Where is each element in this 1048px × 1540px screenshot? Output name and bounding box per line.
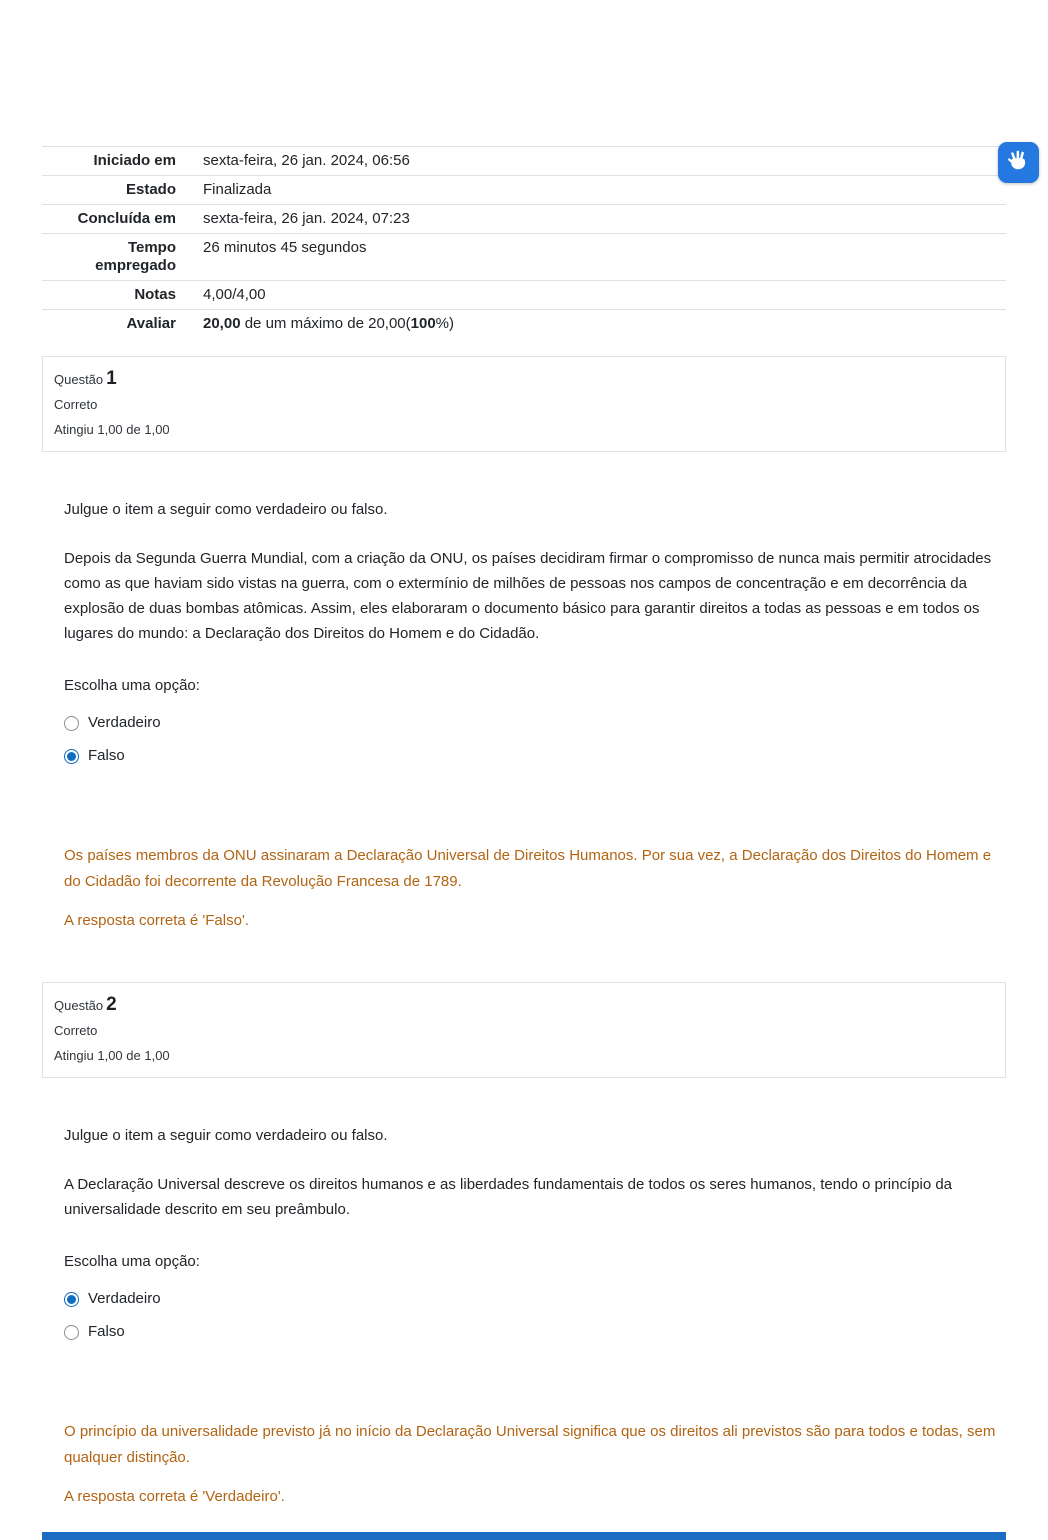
summary-value: 4,00/4,00 [190, 281, 1006, 310]
question-feedback [64, 1419, 1006, 1510]
summary-row-marks [42, 281, 1006, 310]
summary-row-time-taken [42, 234, 1006, 281]
summary-value: Finalizada [190, 176, 1006, 205]
general-feedback-text: O princípio da universalidade previsto já no início da Declaração Universal significa que os direitos ali previstos são para todos e todas, sem qualquer distinção. [64, 1423, 996, 1466]
option-falso[interactable] [64, 741, 1006, 771]
question-prompt: Julgue o item a seguir como verdadeiro ou falso. [64, 1127, 388, 1144]
choose-option-label: Escolha uma opção: [64, 677, 200, 694]
question-feedback [64, 843, 1006, 934]
question-number-value: 1 [106, 368, 117, 389]
summary-label: Estado [42, 176, 190, 205]
option-verdadeiro[interactable] [64, 1284, 1006, 1314]
summary-row-grade [42, 310, 1006, 339]
question-number-value: 2 [106, 994, 117, 1015]
summary-row-completed [42, 205, 1006, 234]
option-label: Verdadeiro [88, 1290, 161, 1307]
radio-verdadeiro[interactable] [64, 716, 79, 731]
question-body-text: Depois da Segunda Guerra Mundial, com a criação da ONU, os países decidiram firmar o compromisso de nunca mais permitir atrocidades como as que haviam sido vistas na guerra, com o extermínio de milhões de pessoas nos campos de concentração e em decorrência da explosão de duas bombas atômicas. Assim, eles elaboraram o documento básico para garantir direitos a todas as pessoas e em todos os lugares do mundo: a Declaração dos Direitos do Homem e do Cidadão. [64, 550, 992, 642]
answer-block [64, 674, 1006, 771]
summary-label: Iniciado em [42, 147, 190, 176]
general-feedback-text: Os países membros da ONU assinaram a Declaração Universal de Direitos Humanos. Por sua vez, a Declaração dos Direitos do Homem e do Cidadão foi decorrente da Revolução Francesa de 1789. [64, 847, 992, 890]
radio-falso[interactable] [64, 1325, 79, 1340]
summary-row-state [42, 176, 1006, 205]
question-prompt: Julgue o item a seguir como verdadeiro ou falso. [64, 501, 388, 518]
question-grade-text: Atingiu 1,00 de 1,00 [54, 422, 170, 437]
summary-label: Avaliar [42, 310, 190, 339]
question-number [54, 368, 991, 391]
option-verdadeiro[interactable] [64, 708, 1006, 738]
summary-row-started [42, 147, 1006, 176]
question-1 [42, 356, 1006, 934]
question-number [54, 994, 991, 1017]
question-2 [42, 982, 1006, 1510]
radio-verdadeiro[interactable] [64, 1292, 79, 1307]
question-word: Questão [54, 372, 104, 387]
summary-value [190, 310, 1006, 339]
question-state-badge: Correto [54, 397, 98, 412]
question-word: Questão [54, 998, 104, 1013]
summary-value: sexta-feira, 26 jan. 2024, 07:23 [190, 205, 1006, 234]
footer-bar [42, 1532, 1006, 1540]
question-1-content [42, 452, 1006, 934]
grade-percent: 100 [410, 315, 436, 332]
answer-block [64, 1250, 1006, 1347]
question-grade-text: Atingiu 1,00 de 1,00 [54, 1048, 170, 1063]
question-2-info-box [42, 982, 1006, 1078]
correct-answer-text: A resposta correta é 'Verdadeiro'. [64, 1488, 285, 1505]
question-body-text: A Declaração Universal descreve os direitos humanos e as liberdades fundamentais de todos os seres humanos, tendo o princípio da universalidade descrito em seu preâmbulo. [64, 1176, 953, 1218]
handtalk-accessibility-button[interactable] [998, 142, 1039, 183]
attempt-summary-table [42, 146, 1006, 338]
choose-option-label: Escolha uma opção: [64, 1253, 200, 1270]
summary-label: Tempo empregado [42, 234, 190, 281]
sign-language-hands-icon [1006, 148, 1032, 177]
option-falso[interactable] [64, 1317, 1006, 1347]
summary-label: Notas [42, 281, 190, 310]
question-1-info-box [42, 356, 1006, 452]
question-2-content [42, 1078, 1006, 1510]
summary-value: 26 minutos 45 segundos [190, 234, 1006, 281]
radio-falso[interactable] [64, 749, 79, 764]
grade-text: de um máximo de 20,00( [240, 315, 411, 332]
grade-suffix: %) [435, 315, 455, 332]
correct-answer-text: A resposta correta é 'Falso'. [64, 912, 249, 929]
option-label: Falso [88, 1323, 125, 1340]
summary-label: Concluída em [42, 205, 190, 234]
option-label: Verdadeiro [88, 714, 161, 731]
grade-value: 20,00 [203, 315, 241, 332]
question-state-badge: Correto [54, 1023, 98, 1038]
option-label: Falso [88, 747, 125, 764]
summary-value: sexta-feira, 26 jan. 2024, 06:56 [190, 147, 1006, 176]
